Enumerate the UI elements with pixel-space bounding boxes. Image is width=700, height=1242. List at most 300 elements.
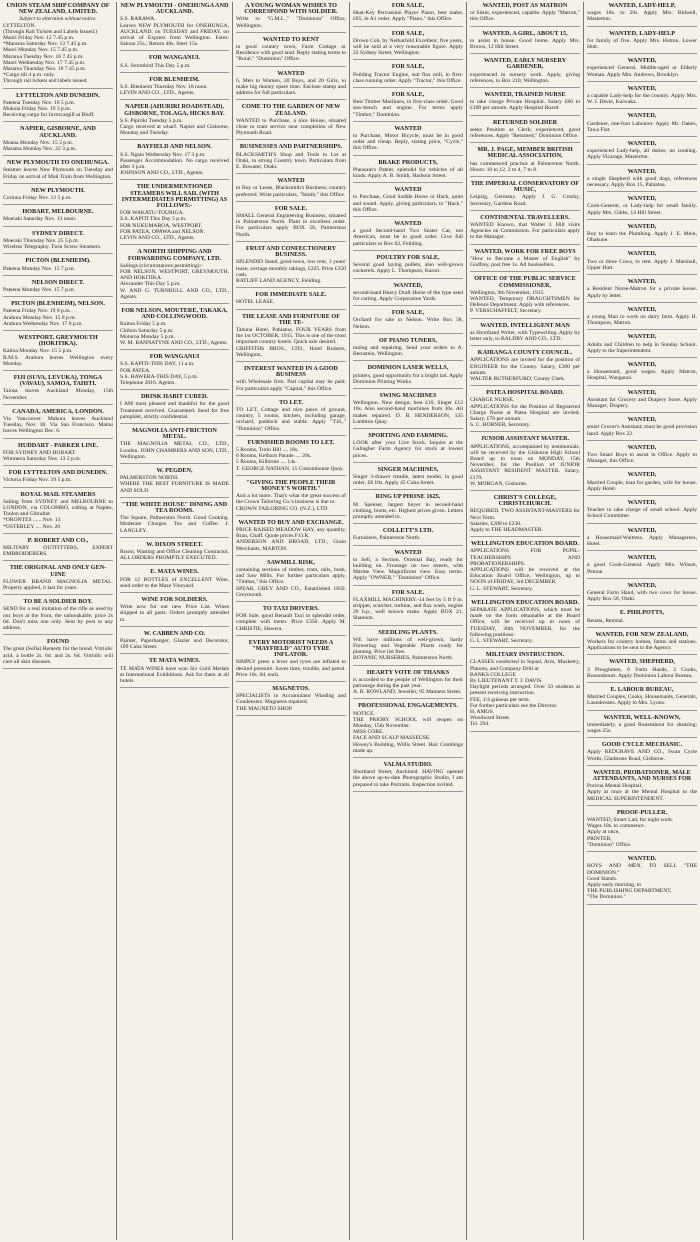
- ad-body: Kaitoa Monday Nov. 15 5 p.m. R.M.S. Arahura leaves Wellington every Monday.: [3, 348, 113, 367]
- ad-title: WANTED,: [627, 112, 657, 120]
- ad-body: WE have millions of well-grown, hardy Flowering and Vegetable Plants ready for planting. Price list free. BOTANIC NURSERIES, Palmerston North.: [353, 636, 463, 662]
- ad-body: Wellington. New design; best £10, Singer £12 10s. Also second-hand machines from 30s. All makes repaired. D. B. HENDERSON, 135 Lambton Quay.: [353, 400, 463, 425]
- ad-body: a capable Lady-help for the country. Apply Mrs. W. J. Devie, Kaiwaka.: [587, 93, 697, 106]
- ad-title: WANTED,: [627, 84, 657, 92]
- classified-ad: [120, 77, 229, 101]
- ad-title: BAYFIELD AND NELSON.: [137, 143, 212, 151]
- classified-ad: [353, 528, 463, 545]
- ad-title: A YOUNG WOMAN WISHES TO CORRESPOND WITH SOLDIER.: [244, 2, 338, 16]
- ad-subtitle: Subject to alteration without notice.: [19, 16, 97, 23]
- ad-body: Two or three Cows, to rent. Apply J. Marshall, Upper Hutt.: [587, 258, 697, 271]
- classified-ad: [236, 292, 346, 309]
- ad-title: HEARTY VOTE OF THANKS: [366, 668, 450, 676]
- ad-title: JUNIOR ASSISTANT MASTER.: [480, 435, 570, 443]
- ad-body: S.S. RARAWA. Leaves NEW PLYMOUTH for ONEHUNGA, AUCKLAND, on TUESDAY and FRIDAY, on arrival of Express from Wellington. Fares: Saloon 25s.; Return 40s. Steer 15s.: [120, 16, 229, 48]
- ad-body: General Farm Hand, with two cows for house. Apply Box 50, Otaki.: [587, 590, 697, 603]
- ad-body: Assistant for Grocery and Drapery Store. Apply Manager, Drapery.: [587, 396, 697, 409]
- ad-title: WANTED,: [627, 581, 657, 589]
- classified-ad: [236, 314, 346, 362]
- classified-ad: [120, 184, 229, 245]
- classified-ad: [236, 3, 346, 33]
- classified-ad: [353, 467, 463, 491]
- ad-body: Pheasant's Patent, splendid for vehicles of all kinds. Apply A. B. Smith, Harbour Street.: [353, 166, 463, 180]
- ad-body: a good Second-hand Two Seater Car, not American, must be in good order. Give full particulars to Box 62, Feilding.: [353, 228, 463, 247]
- ad-body: Heat-Key Percussion Player Piano, best make, £85, in A1 order. Apply "Piano," this Office.: [353, 10, 463, 23]
- ad-title: MAGNOLIA ANTI-FRICTION METAL.: [132, 426, 217, 441]
- ad-body: The Square, Palmerston North. Good Cooking. Moderate Charges. Tea and Coffee. J. LANGLEY.: [120, 515, 229, 534]
- classified-ad: [236, 400, 346, 436]
- ad-body: WANTED, Smart Lad, for night work. Wages 18s. to commence. Apply at once, PRINTER, "Dominion" Office.: [587, 817, 674, 848]
- classified-ad: [236, 144, 346, 174]
- classified-ad: [587, 445, 697, 469]
- ad-title: WELLINGTON EDUCATION BOARD.: [471, 540, 579, 548]
- newspaper-column-3: [232, 2, 349, 1240]
- ad-body: 3 Ploughmen, 6 Farm Hands, 2 Cooks, Rouseabouts. Apply Dominion Labour Bureau.: [587, 666, 697, 679]
- classified-ad: [120, 249, 229, 304]
- classified-ad: [3, 188, 113, 205]
- classified-ad: [236, 686, 346, 716]
- newspaper-column-2: [116, 2, 232, 1240]
- classified-ad: [470, 276, 580, 318]
- ad-body: S.S. Pipiriki Tuesday 5 p.m. Cargo received at wharf. Napier and Gisborne, Monday and Tuesday.: [120, 117, 229, 137]
- ad-body: APPLICATIONS are invited for the position of ENGINEER for the County. Salary, £300 per annum. WALTER RUTHERFURD, County Clerk.: [470, 357, 580, 382]
- ad-body: FOR Sale, good Renault Taxi in splendid order, complete with meter. Price £350. Apply M. CHRISTIE, Hawera.: [236, 613, 346, 632]
- ad-title: OF PIANO TUNERS,: [379, 336, 437, 344]
- classified-ad: [353, 630, 463, 666]
- classified-ad: [587, 500, 697, 524]
- classified-ad: [353, 160, 463, 184]
- newspaper-column-1: [0, 2, 116, 1240]
- classified-ad: [353, 670, 463, 700]
- ad-body: Married Couples, Cooks, Housemaids, Generals, Laundresses. Apply to Mrs. Lyons.: [587, 694, 697, 707]
- ad-title: NEW PLYMOUTH TO ONEHUNGA.: [7, 159, 109, 167]
- ad-title: WANTED,: [627, 278, 657, 286]
- classified-ad: [353, 283, 463, 307]
- ad-body: HOTEL LEASE.: [236, 299, 275, 306]
- ad-title: THE IMPERIAL CONSERVATORY OF MUSIC,: [470, 180, 580, 194]
- ad-title: PICTON (BLENHEIM), NELSON.: [11, 300, 105, 308]
- ad-body: Adults and Children to help in Sunday School. Apply to the Superintendent.: [587, 341, 697, 354]
- ad-title: NEW PLYMOUTH - ONEHUNGA AND AUCKLAND.: [120, 2, 229, 16]
- ad-title: FOR SALE.: [274, 204, 308, 212]
- ad-title: FURNISHED ROOMS TO LET.: [247, 438, 335, 446]
- ad-title: WANTED, TRAINED NURSE: [484, 91, 566, 99]
- classified-ad: [587, 251, 697, 275]
- ad-body: Pateena Monday Nov. 15 7 p.m.: [3, 286, 76, 293]
- classified-ad: [587, 3, 697, 27]
- classified-ad: [587, 659, 697, 683]
- ad-title: E. PHILPOTTS,: [619, 609, 665, 617]
- ad-title: LYTTELTON AND DUNEDIN.: [16, 91, 100, 99]
- ad-title: WANTED, EARLY NURSERY GARDENER,: [483, 57, 567, 71]
- ad-body: Renata, Renmal.: [587, 617, 625, 624]
- ad-body: SEPARATE APPLICATIONS, which must be made on the form obtainable at the Board Office, will be received up to noon of TUESDAY, 30th NOVEMBER, for the following positions: G. L. STEWART, Secretary.: [470, 607, 580, 645]
- ad-body: 6, Men to Women, 20 Boys, and 20 Girls, to make big money spare time. Enclose stamp and address for full particulars.: [236, 77, 346, 97]
- ad-title: FRUIT AND CONFECTIONERY BUSINESS.: [245, 244, 337, 259]
- ad-body: experienced in nursery work. Apply, giving references, to Box 210, Wellington.: [470, 71, 580, 84]
- ad-title: WANTED: [394, 186, 422, 194]
- classified-ad: [120, 631, 229, 655]
- ad-body: or Sister, experienced, capable. Apply "Matron," this Office.: [470, 10, 580, 23]
- ad-body: Drown Cob, by Nelbachild Excellent, five years, will be sold at a very reasonable figure. Apply 22 Sydney Street, Wellington.: [353, 37, 463, 57]
- classified-ad: [120, 569, 229, 593]
- classified-ad: [353, 92, 463, 122]
- ad-body: a young Man to work on dairy farm. Apply H. Thompson, Marton.: [587, 313, 697, 327]
- ad-title: HUDDART - PARKER LINE.: [18, 441, 98, 449]
- classified-ad: [353, 550, 463, 586]
- classified-ad: [587, 334, 697, 358]
- ad-body: SIMPLY press a lever and tyres are inflated to desired pressure. Saves time, trouble, and petrol. Price 10s. 6d. each.: [236, 659, 346, 678]
- classified-ad: [3, 375, 113, 405]
- ad-body: BOYS AND MEN, TO SELL "THE DOMINION." Good Stands. Apply early morning, to THE PUBLISHING DEPARTMENT, "The Dominion.": [587, 863, 697, 901]
- ad-body: Porirua Mental Hospital. Apply at once at the Mental Hospital to the MEDICAL SUPERINTENDENT.: [587, 783, 697, 802]
- ad-title: WANTED, PROBATIONER, MALE ATTENDANTS, AND NURSES FOR: [592, 768, 692, 783]
- ad-body: wages 18s. to 20s. Apply Mrs. Bidwell, Masterton.: [587, 10, 697, 23]
- ad-body: 5 Rooms, Turin Hill .... 18s. 6 Rooms, Kelburn Parade .... 20s. 5 Rooms, Kilbirnie .... 14s. T. GEORGE NATHAN, 15 Customhouse Quay.: [236, 446, 344, 472]
- ad-title: WANTED,: [627, 250, 657, 258]
- ad-body: M. Spenser, largest buyer in second-hand clothing, boots, etc. Highest prices given. Letters promptly attended to.: [353, 501, 463, 520]
- ad-body: I AM most pleased and thankful for the good Treatment received. Guaranteed. Send for free pamphlet, strictly confidential.: [120, 401, 229, 420]
- classified-ad: [236, 440, 346, 476]
- ad-body: Two Smart Boys to assist in Office. Apply to Manager, this Office.: [587, 451, 697, 465]
- ad-body: SEND for a real imitation of the rifle as used by our boys at the front, the unbreakable, price 2s 6d. Don't miss one only. Sent by post to any address.: [3, 606, 113, 632]
- ad-body: Write to "G.M.L.," "Dominion" Office, Wellington.: [236, 16, 346, 29]
- ad-body: seeks Position as Clerk; experienced, good references. Apply "Returned," Dominion Office.: [470, 126, 580, 140]
- ad-title: SPORTING AND FARMING.: [368, 431, 448, 439]
- classified-ad: [587, 113, 697, 137]
- ad-body: THE MAGNOLIA METAL CO., LTD., London. JOHN CHAMBERS AND SON, LTD., Wellington.: [120, 441, 229, 460]
- ad-body: SMALL General Engineering Business, situated in Palmerston North. Plant in excellent order. For particulars apply BOX 58, Palmerston North.: [236, 213, 346, 238]
- classified-ad: [236, 246, 346, 288]
- ad-body: Leipzig, Germany. Apply J. G. Crosby, Secretary, Gardens Road.: [470, 194, 580, 207]
- ad-title: WANTED, WELL-KNOWN,: [603, 713, 681, 721]
- classified-ad: [353, 494, 463, 524]
- classified-ad: [353, 187, 463, 217]
- ad-title: WANTED,: [627, 471, 657, 479]
- ad-body: is accorded to the people of Wellington for their patronage during the past year. A. R. ROWLAND, Jeweller, 95 Manners Street.: [353, 676, 463, 696]
- classified-ad: [587, 742, 697, 766]
- ad-body: Via Vancouver. Makura leaves Auckland Tuesday, Nov. 30. Via San Francisco. Maitai leaves Wellington Dec. 6.: [3, 415, 113, 435]
- ad-body: S.S. Stormbird This Day 5 p.m.: [120, 62, 191, 69]
- classified-ad: [470, 120, 580, 144]
- ad-title: WANTED,: [627, 333, 657, 341]
- classified-ad: [353, 433, 463, 463]
- classified-ad: [3, 565, 113, 595]
- ad-title: A NORTH SHIPPING AND FORWARDING COMPANY, LTD.: [127, 248, 222, 262]
- ad-body: And a lot more. That's what the great success of the Crown Tailoring Co.'s business is due to. CROWN TAILORING CO. (N.Z.), LTD.: [236, 493, 346, 512]
- ad-title: W. DIXON STREET.: [146, 540, 203, 548]
- ad-body: Steamer leaves New Plymouth on Tuesday and Friday on arrival of Mail Train from Wellington.: [3, 167, 113, 180]
- ad-body: WANTED to Purchase, a nice House, situated close to tram service near completion of New Plymouth Road.: [236, 117, 346, 137]
- ad-body: second-hand Heavy Draft Horse of the type used for carting. Apply Corporation Yards.: [353, 289, 463, 302]
- ad-body: Singer 3-drawer treadle, latest model, in good order, £8 10s. Apply 45 Cuba Street.: [353, 473, 463, 487]
- ad-title: MR. J. PAGE, MEMBER BRITISH MEDICAL ASSOCIATION,: [477, 146, 573, 160]
- ad-title: SEEDLING PLANTS.: [378, 628, 438, 636]
- ad-title: SINGER MACHINES,: [377, 465, 439, 473]
- classified-ad: [353, 590, 463, 626]
- classified-ad: [3, 409, 113, 439]
- ad-body: Write now for our new Price List. Wines shipped to all parts. Orders promptly attended to.: [120, 604, 229, 623]
- ad-body: printers, good opportunity for a bright lad. Apply Dominion Printing Works.: [353, 372, 463, 385]
- ad-title: FOR SALE,: [391, 63, 425, 71]
- ad-title: P. ROBERT AND CO.,: [27, 536, 89, 544]
- ad-title: E. LABOUR BUREAU,: [610, 686, 674, 694]
- ad-body: Corinna Friday Nov. 12 5 p.m.: [3, 195, 72, 202]
- classified-ad: [3, 639, 113, 669]
- classified-ad: [353, 31, 463, 61]
- ad-title: SYDNEY DIRECT.: [32, 229, 84, 237]
- classified-ad: [353, 365, 463, 389]
- ad-body: TO LET, Cottage and nice piece of ground, country, 5 rooms, kitchen, including garage, orchard, paddock and stable. Apply "T.H.," "Dominion" Office.: [236, 406, 346, 432]
- ad-body: Moeraki Thursday Nov. 25 5 p.m. Wireless Telegraphy. Twin Screw Steamers.: [3, 237, 102, 251]
- ad-body: Tahuna Hotel, Pahiatua, FOUR YEARS from the 1st OCTOBER, 1915. This is one of the most important country hotels. Quick sale desired. GRIFFITHS BROS., LTD., Hotel Brokers, Wellington.: [236, 326, 346, 358]
- ad-title: PROOF-PULLER.: [616, 808, 668, 816]
- classified-ad: [587, 610, 697, 627]
- classified-ad: [3, 126, 113, 156]
- ad-title: RING UP PHONE 1625,: [375, 493, 441, 501]
- classified-ad: [470, 147, 580, 177]
- ad-body: tuning and repairing. Send your orders to A. Bernstein, Wellington.: [353, 344, 463, 358]
- ad-title: WANTED: [277, 69, 305, 77]
- ad-body: Several good laying pullets, also well-grown cockerels. Apply L. Thompson, Karori.: [353, 262, 463, 275]
- ad-title: UNION STEAM SHIP COMPANY OF NEW ZEALAND, LIMITED.: [6, 2, 110, 16]
- ad-title: CHRIST'S COLLEGE, CHRISTCHURCH.: [493, 493, 557, 508]
- ad-title: FOR SALE,: [391, 91, 425, 99]
- ad-title: FOR SALE.: [391, 588, 425, 596]
- classified-ad: [236, 37, 346, 67]
- classified-ad: [120, 502, 229, 538]
- ad-title: FOR BLENHEIM.: [149, 75, 200, 83]
- ad-body: Sailings (circumstances permitting):- FOR NELSON, WESTPORT, GREYMOUTH, AND HOKITIKA. Alexander This Day 5 p.m. W. AND G. TURNBULL AND CO., LTD., Agents.: [120, 262, 229, 300]
- classified-ad: [3, 3, 113, 89]
- classified-ad: [587, 307, 697, 331]
- ad-title: OFFICE OF THE PUBLIC SERVICE COMMISSIONER,: [474, 275, 576, 289]
- ad-title: WELLINGTON EDUCATION BOARD.: [471, 598, 579, 606]
- ad-title: RETURNED SOLDIER: [492, 118, 558, 126]
- classified-ad: [587, 715, 697, 739]
- ad-body: immediately, a good Rouseabout for shearing; wages 25s.: [587, 721, 697, 735]
- ad-body: LOOK after your Live Stock. Inquire at the Gallagher Farm Agency for stock at lowest prices.: [353, 440, 463, 459]
- ad-body: WANTED Known, that Walter J. Hill visits Agencies on Commission. For particulars apply to the Manager.: [470, 222, 580, 241]
- classified-ad: [470, 215, 580, 245]
- ad-title: EVERY MOTORIST NEEDS A "MAYFIELD" AUTO TYRE INFLATOR.: [248, 638, 334, 659]
- ad-title: FOR WANGANUI: [149, 353, 200, 361]
- ad-body: S.S. KAPITI-THIS DAY, 11 a.m. FOR PATEA. S.S. HAWERA-THIS DAY, 5 p.m. Telephone 2016. Agents.: [120, 361, 199, 386]
- ad-title: ROYAL MAIL STEAMERS: [20, 490, 96, 498]
- classified-ad: [120, 428, 229, 464]
- ad-body: to take charge Private Hospital. Salary £80 to £100 per annum. Apply Hospital Board.: [470, 99, 580, 112]
- classified-ad: [120, 468, 229, 498]
- classified-ad: [3, 443, 113, 467]
- ad-title: CANADA, AMERICA, LONDON.: [12, 407, 104, 415]
- ad-body: SPECIALISTS in Accumulator Winding and Condensers. Magnetos repaired. THE MAGNETO SHOP.: [236, 693, 346, 712]
- ad-title: MILITARY INSTRUCTION.: [485, 651, 565, 659]
- classified-ad: [353, 64, 463, 88]
- ad-body: APPLICATIONS FOR PUPIL-TEACHERSHIPS AND PROBATIONERSHIPS. APPLICATIONS will be received at the Education Board Office, Wellington, up to NOON of FRIDAY, 3rd DECEMBER. G. L. STEWART, Secretary.: [470, 548, 580, 592]
- ad-title: WANTED: [394, 548, 422, 556]
- classified-ad: [470, 181, 580, 211]
- ad-title: WANTED: [394, 220, 422, 228]
- classified-ad: [587, 856, 697, 904]
- classified-ad: [587, 583, 697, 607]
- ad-title: WANTED,: [627, 388, 657, 396]
- classified-ad: [587, 58, 697, 82]
- ad-title: WANTED,: [627, 57, 657, 65]
- ad-body: experienced General, Middle-aged or Elderly Woman. Apply Mrs. Andrews, Brooklyn.: [587, 65, 697, 78]
- ad-title: FOR SALE,: [391, 309, 425, 317]
- classified-ad: [470, 3, 580, 27]
- ad-title: "THE WHITE HOUSE" DINING AND TEA ROOMS.: [121, 500, 228, 514]
- ad-title: E. MATA WINES.: [150, 568, 199, 576]
- ad-title: NELSON DIRECT.: [31, 278, 85, 286]
- classified-ad: [120, 104, 229, 140]
- classified-ad: [3, 258, 113, 275]
- classified-ad: [120, 308, 229, 350]
- ad-body: CHARGE NURSE. APPLICATIONS for the Position of Registered Charge Nurse at Patea Hospital are invited. Salary, £70 per annum. S. C. HORNER, Secretary.: [470, 397, 580, 429]
- ad-title: WANTED, FOR NEW ZEALAND,: [595, 630, 689, 638]
- classified-ad: [470, 92, 580, 116]
- ad-title: WANTED, INTELLIGENT MAN: [480, 321, 570, 329]
- classified-ad: [236, 606, 346, 636]
- ad-title: WANTED, A GIRL, ABOUT 15,: [482, 29, 568, 37]
- ad-body: REQUIRED, TWO ASSISTANT-MASTERS for Next Term. Salaries, £200 to £230. Apply to THE HEADMASTER.: [470, 508, 580, 533]
- classified-ad: [470, 436, 580, 491]
- classified-ad: [120, 144, 229, 180]
- ad-title: PICTON (BLENHEIM).: [25, 257, 91, 265]
- ad-body: Shortland Street, Auckland. HAVING opened the above up-to-date Photographic Studio, I am prepared to take Portraits. Inspection invited.: [353, 769, 463, 788]
- ad-body: experienced Lady-help, all duties; no cooking. Apply Vicarage, Masterton.: [587, 148, 697, 161]
- classified-ad: [353, 703, 463, 758]
- ad-title: W. CABBEN AND CO.: [143, 629, 206, 637]
- ad-title: MAGNETOS.: [272, 685, 310, 693]
- classified-ad: [353, 3, 463, 27]
- classified-ad: [3, 470, 113, 487]
- classified-ad: [587, 362, 697, 386]
- ad-title: TE MATA WINES.: [148, 657, 201, 665]
- ad-body: Orchard for sale in Nelson. Write Box 58, Nelson.: [353, 317, 463, 330]
- classified-ad: [236, 560, 346, 602]
- classified-ad: [3, 599, 113, 635]
- classified-ad: [353, 255, 463, 279]
- ad-body: NOTICE. THE PRIORY SCHOOL will reopen on Monday, 15th November. MISS CORE. FACE AND SCALP MASSEUSE. Howey's Building, Willis Street. Hair Combings made up.: [353, 710, 463, 754]
- ad-body: a good Cook-General. Apply Mrs. Wilson, Petone.: [587, 562, 697, 575]
- ad-body: Room, Wasting and Office Cleaning Contractor. ALL ORDERS PROMPTLY EXECUTED.: [120, 549, 229, 562]
- classified-ad: [587, 224, 697, 248]
- ad-title: FOR WANGANUI.: [148, 54, 201, 62]
- ad-body: PALMERSTON NORTH. WHERE THE BEST FURNITURE IS MADE AND SOLD.: [120, 475, 229, 494]
- ad-title: WANTED: [394, 124, 422, 132]
- ad-body: containing sections of timber, tram, rails, bush, and Saw Mills. For further particulars apply, "Timber," this Office. SPEAR, GREY AND CO., Established 1850. Greymouth.: [236, 567, 346, 598]
- ad-title: GOOD CYCLE MECHANIC.: [601, 741, 683, 749]
- classified-ad: [587, 196, 697, 220]
- newspaper-column-5: [466, 2, 583, 1240]
- classified-ad: [236, 640, 346, 682]
- ad-title: FOUND: [47, 638, 69, 646]
- ad-body: APPLICATIONS, accompanied by testimonials, will be received by the Gisborne High School Board up to noon on MONDAY, 15th November, for the Position of JUNIOR ASSISTANT RESIDENT MASTER. Salary, £170. W. MORGAN, Gisborne.: [470, 443, 580, 487]
- ad-body: FOR 12 BOTTLES of EXCELLENT Wine, send order to the Maze Vineyard.: [120, 576, 229, 589]
- classified-ad: [587, 810, 697, 852]
- ad-title: WANTED TO BUY AND EXCHANGE.: [238, 518, 344, 526]
- ad-body: BLACKSMITH'S Shop and Tools to Let at Otaki, in strong Country town. Particulars from E. Bowater, Otaki.: [236, 151, 346, 171]
- ad-body: SPLENDID Stand, good town, low rent, 3 years' lease; average monthly takings, £225. Price £350 cash. RATLIFF LAND AGENCY, Feilding.: [236, 259, 346, 284]
- ad-body: PRICE RAISED MEADOW HAY, any quantity, Bran, Chaff. Quote prices F.O.R. ANDERSON AND BROAD, LTD., Grain Merchants, MARTON.: [236, 527, 346, 552]
- ad-body: Victoria Friday Nov. 19 5 p.m.: [3, 477, 72, 484]
- ad-body: smart Grocer's Assistant; must be good provision hand. Apply Box 22.: [587, 424, 697, 437]
- classified-ad: [470, 600, 580, 648]
- ad-title: WANTED,: [627, 167, 657, 175]
- ad-body: Sailing from SYDNEY and MELBOURNE to LONDON, via COLOMBO, calling at Naples, Toulon and Gibraltar. *ORONTES ...... Nov. 13 *OSTERLEY .... Nov. 20: [3, 498, 113, 530]
- ad-title: WANTED, LADY-HELP,: [608, 2, 676, 9]
- ad-title: INTEREST WANTED IN A GOOD BUSINESS: [244, 364, 338, 379]
- ad-body: MILITARY OUTFITTERS, EXPERT EMBROIDERERS.: [3, 545, 113, 558]
- classified-ad: [587, 390, 697, 414]
- classified-ad: [3, 209, 113, 226]
- classified-ad: [470, 652, 580, 731]
- ad-title: FOR SALE,: [391, 29, 425, 37]
- ad-body: Pateena Tuesday Nov. 16 5 p.m. Mokoia Friday Nov. 19 3 p.m. Receiving cargo for Invercargill at Bluff.: [3, 99, 95, 119]
- classified-ad: [120, 542, 229, 566]
- ad-body: Taiosa leaves Auckland Monday, 15th November.: [3, 388, 113, 401]
- ad-title: FOR LYTTELTON AND DUNEDIN.: [8, 469, 108, 477]
- ad-body: Moeraki Saturday Nov. 13 noon.: [3, 216, 77, 223]
- classified-ad: [236, 206, 346, 242]
- classified-ad: [587, 770, 697, 806]
- classified-ad: [353, 762, 463, 792]
- classified-ad: [3, 538, 113, 562]
- ad-body: Boy to learn the Plumbing. Apply J. E. Mein, Ohakune.: [587, 231, 697, 244]
- ad-body: Painter, Paperhanger, Glazier and Decorator, 109 Cuba Street.: [120, 638, 229, 651]
- classified-ad: [3, 280, 113, 297]
- ad-title: NAPIER (AHURIRI ROADSTEAD), GISBORNE, TOLAGA, HICKS BAY.: [124, 103, 225, 117]
- classified-ad: [120, 597, 229, 627]
- ad-title: POULTRY FOR SALE,: [376, 253, 440, 261]
- ad-body: Workers for country homes, farms and stations. Applications to be sent to the Agency.: [587, 639, 697, 652]
- ad-body: to assist in house. Good home. Apply Mrs. Brown, 12 Hill Street.: [470, 37, 580, 51]
- ad-body: Moana Monday Nov. 15 3 p.m. Marama Monday Nov. 22 3 p.m.: [3, 139, 77, 153]
- ad-body: LYTTELTON. (Through Rail Tickets and Labels Issued.) Maori Friday Nov. 12 7.45 p.m. *Mararoa Saturday Nov. 13 7.45 p.m. Maori Monday Nov. 15 7.45 p.m. Mararoa Tuesday Nov. 16 7.45 p.m. Maori Wednesday Nov. 17 7.45 p.m. Mararoa Thursday Nov. 18 7.45 p.m. *Cargo till 4 p.m. only. Through rail tickets and labels issued.: [3, 22, 98, 85]
- classified-ad: [587, 417, 697, 441]
- ad-title: WANTED,: [627, 195, 657, 203]
- classified-ad: [353, 310, 463, 334]
- ad-title: COME TO THE GARDEN OF NEW ZEALAND.: [241, 103, 341, 117]
- ad-title: FOR NELSON, MOUTERE, TAKAKA, AND COLLINGWOOD.: [121, 306, 228, 321]
- classified-ad: [587, 555, 697, 579]
- ad-title: TO LET.: [279, 398, 303, 406]
- classified-ad: [353, 338, 463, 362]
- ad-body: S.S. Blenheim Thursday Nov. 18 noon. LEVIN AND CO., LTD., Agents.: [120, 84, 208, 97]
- ad-title: THE UNDERMENTIONED STEAMERS WILL SAIL (WITH INTERMEDIATES PERMITTING) AS FOLLOWS:-: [121, 183, 228, 210]
- classified-ad: [236, 520, 346, 556]
- ad-title: CONTINENTAL TRAVELLERS.: [480, 213, 570, 221]
- ad-title: WANTED: [277, 177, 305, 185]
- classified-ad: [587, 632, 697, 656]
- ad-body: to Purchase, Motor Bicycle, must be in good order and cheap. Reply, stating price, "Cycle," this Office.: [353, 133, 463, 152]
- classified-ad: [470, 495, 580, 537]
- classified-ad: [120, 394, 229, 424]
- classified-ad: [470, 390, 580, 432]
- ad-title: WANTED TO RENT: [262, 35, 320, 43]
- classified-ad: [353, 393, 463, 429]
- ad-title: BUSINESSES AND PARTNERSHIPS.: [239, 143, 343, 151]
- ad-title: WANTED,: [393, 281, 423, 289]
- ad-title: WANTED,: [627, 526, 657, 534]
- ad-title: WANTED,: [627, 498, 657, 506]
- ad-body: FLOWER BRAND MAGNOLIA METAL. Property applied, it last for years.: [3, 578, 113, 592]
- ad-body: Married Couple, man for garden, wife for house. Apply Hotel.: [587, 479, 697, 492]
- ad-body: for family of five. Apply Mrs. Hutton, Lower Hutt.: [587, 37, 697, 51]
- ad-title: WANTED, LADY-HELP: [608, 29, 676, 37]
- ad-title: KAIRANGA COUNTY COUNCIL.: [477, 349, 573, 357]
